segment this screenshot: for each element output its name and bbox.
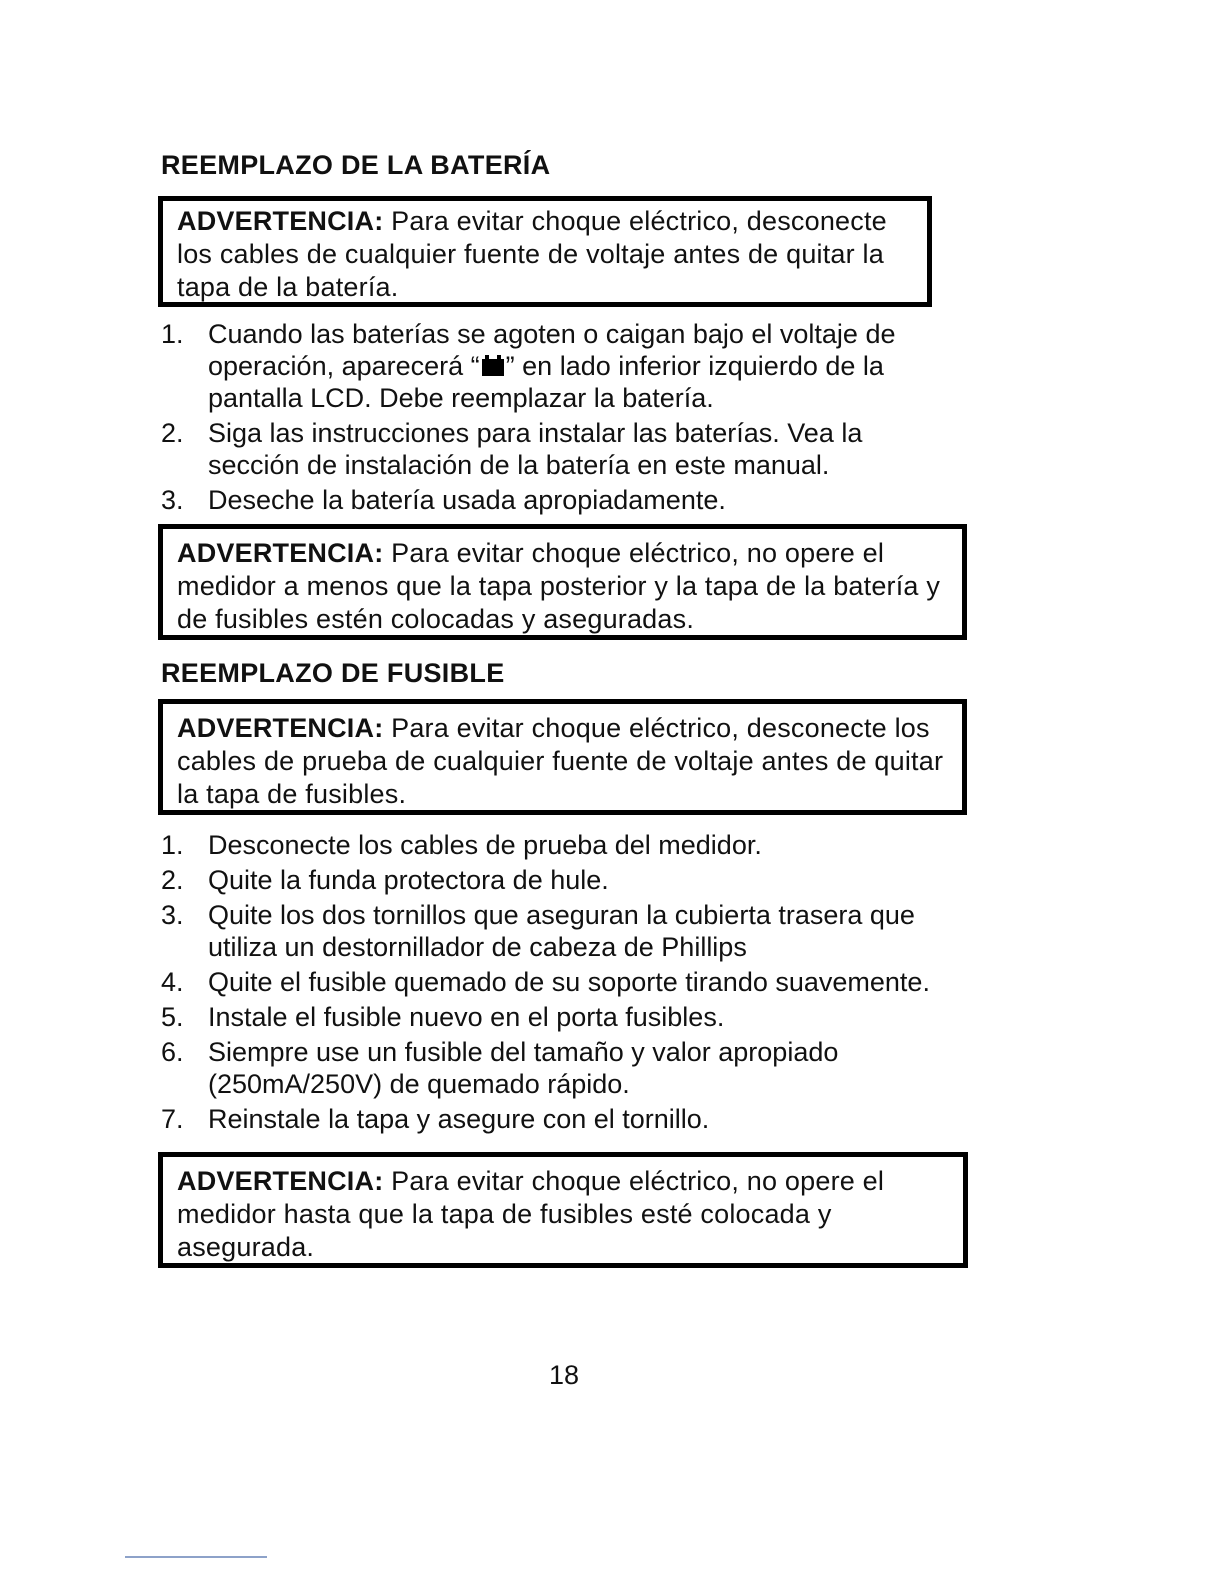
step-number: 1. <box>161 830 184 860</box>
warning-box <box>158 524 967 640</box>
step-number: 5. <box>161 1002 184 1032</box>
warning-box <box>158 1152 968 1268</box>
step-text: Siempre use un fusible del tamaño y valor apropiado (250mA/250V) de quemado rápido. <box>208 1037 839 1099</box>
warning-label: ADVERTENCIA: <box>177 713 384 743</box>
list-item <box>161 318 961 414</box>
warning-label: ADVERTENCIA: <box>177 1166 384 1196</box>
step-number: 4. <box>161 967 184 997</box>
step-number: 3. <box>161 900 184 930</box>
warning-text: Para evitar choque eléctrico, desconecte los cables de prueba de cualquier fuente de voltaje antes de quitar la tapa de fusibles. <box>177 713 944 809</box>
step-text: ” en lado inferior izquierdo de la pantalla LCD. Debe reemplazar la batería. <box>208 351 884 413</box>
list-item <box>161 484 961 516</box>
step-number: 1. <box>161 319 184 349</box>
step-text: Quite los dos tornillos que aseguran la cubierta trasera que utiliza un destornillador de cabeza de Phillips <box>208 900 915 962</box>
step-text: Cuando las baterías se agoten o caigan bajo el voltaje de operación, aparecerá “ <box>208 319 896 381</box>
list-item <box>161 864 981 896</box>
step-text: Quite la funda protectora de hule. <box>208 865 609 895</box>
list-item <box>161 1103 981 1135</box>
battery-icon <box>482 359 504 376</box>
warning-box <box>158 699 967 815</box>
list-item <box>161 1036 981 1100</box>
step-text: Quite el fusible quemado de su soporte tirando suavemente. <box>208 967 930 997</box>
fuse-steps-list <box>161 829 981 1138</box>
step-number: 7. <box>161 1104 184 1134</box>
warning-text: Para evitar choque eléctrico, no opere el medidor hasta que la tapa de fusibles esté colocada y asegurada. <box>177 1166 885 1262</box>
step-text: Deseche la batería usada apropiadamente. <box>208 485 726 515</box>
step-number: 2. <box>161 865 184 895</box>
step-text: Desconecte los cables de prueba del medidor. <box>208 830 762 860</box>
warning-label: ADVERTENCIA: <box>177 206 384 236</box>
battery-steps-list <box>161 318 961 519</box>
step-text: Siga las instrucciones para instalar las baterías. Vea la sección de instalación de la batería en este manual. <box>208 418 863 480</box>
warning-label: ADVERTENCIA: <box>177 538 384 568</box>
list-item <box>161 829 981 861</box>
warning-text: Para evitar choque eléctrico, desconecte los cables de cualquier fuente de voltaje antes de quitar la tapa de la batería. <box>177 206 887 302</box>
step-number: 3. <box>161 485 184 515</box>
list-item <box>161 1001 981 1033</box>
section-heading-battery: REEMPLAZO DE LA BATERÍA <box>161 150 551 180</box>
step-number: 6. <box>161 1037 184 1067</box>
step-number: 2. <box>161 418 184 448</box>
list-item <box>161 899 981 963</box>
page-number: 18 <box>548 1360 580 1390</box>
list-item <box>161 966 981 998</box>
step-text: Reinstale la tapa y asegure con el tornillo. <box>208 1104 710 1134</box>
warning-box <box>158 196 932 307</box>
footer-divider <box>125 1556 267 1558</box>
list-item <box>161 417 961 481</box>
warning-text: Para evitar choque eléctrico, no opere el medidor a menos que la tapa posterior y la tapa de la batería y de fusibles estén colocadas y aseguradas. <box>177 538 941 634</box>
step-text: Instale el fusible nuevo en el porta fusibles. <box>208 1002 725 1032</box>
section-heading-fuse: REEMPLAZO DE FUSIBLE <box>161 658 505 688</box>
